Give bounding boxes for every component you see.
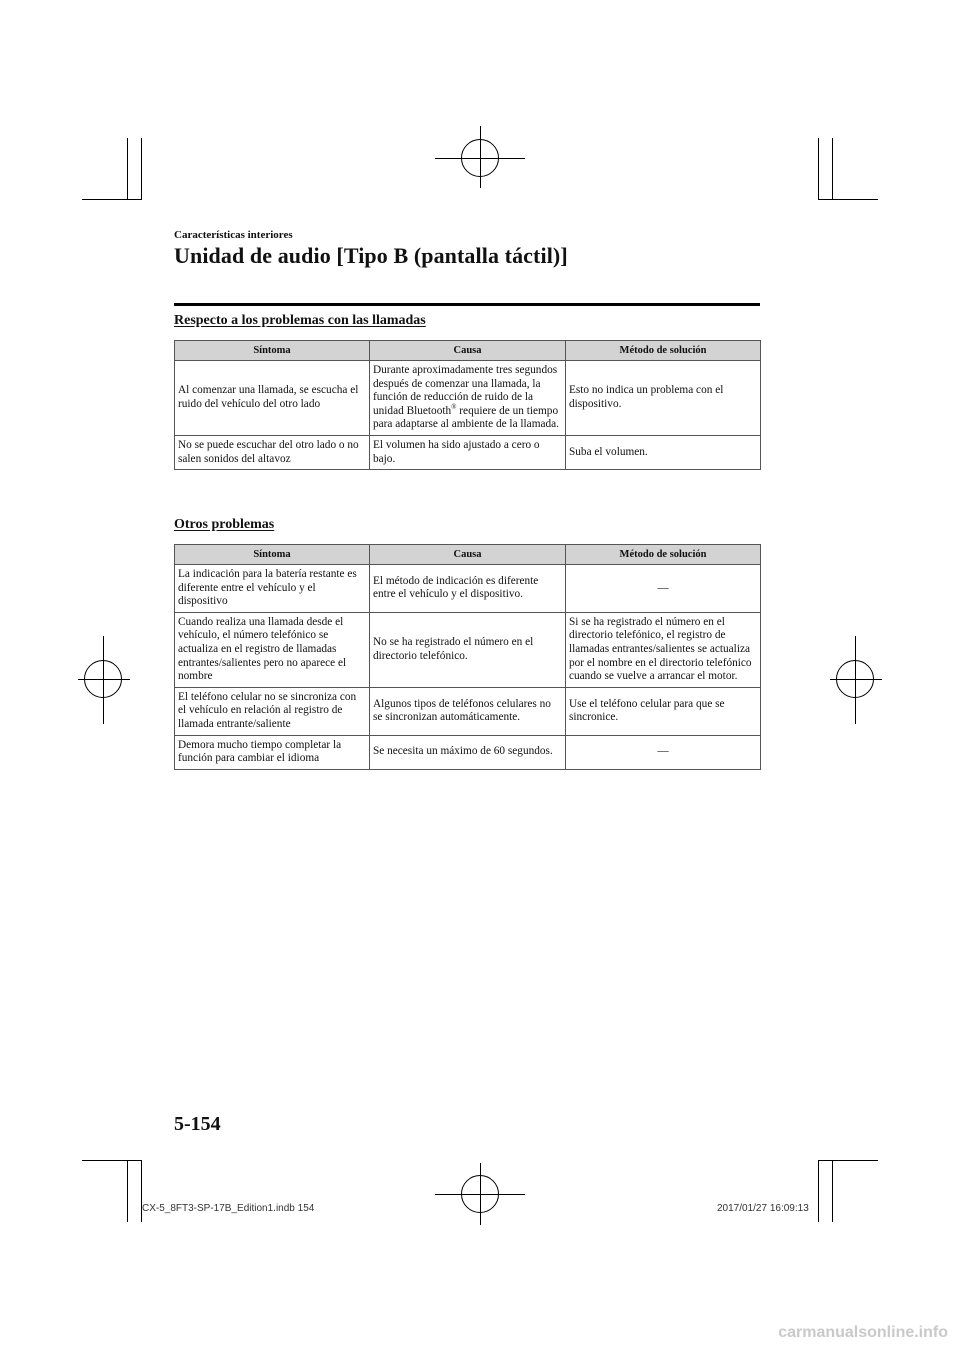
symptom-cell: Al comenzar una llamada, se escucha el ruido del vehículo del otro lado xyxy=(175,361,370,436)
table-row xyxy=(175,565,761,613)
cause-cell: Se necesita un máximo de 60 segundos. xyxy=(370,735,566,769)
symptom-cell: Demora mucho tiempo completar la función para cambiar el idioma xyxy=(175,735,370,769)
solution-cell: — xyxy=(566,565,761,613)
cause-cell: El volumen ha sido ajustado a cero o bajo. xyxy=(370,435,566,469)
print-file-name: CX-5_8FT3-SP-17B_Edition1.indb 154 xyxy=(142,1203,315,1214)
table-header-row xyxy=(175,341,761,361)
watermark[interactable]: carmanualsonline.info xyxy=(778,1324,948,1341)
cause-cell: Algunos tipos de teléfonos celulares no se sincronizan automáticamente. xyxy=(370,687,566,735)
column-header-cause: Causa xyxy=(370,341,566,361)
symptom-cell: El teléfono celular no se sincroniza con el vehículo en relación al registro de llamada entrante/saliente xyxy=(175,687,370,735)
symptom-cell: Cuando realiza una llamada desde el vehículo, el número telefónico se actualiza en el registro de llamadas entrantes/salientes pero no aparece el nombre xyxy=(175,612,370,687)
column-header-cause: Causa xyxy=(370,545,566,565)
calls-problems-table xyxy=(174,340,761,470)
solution-cell: Suba el volumen. xyxy=(566,435,761,469)
column-header-solution: Método de solución xyxy=(566,341,761,361)
section-heading-other: Otros problemas xyxy=(174,517,275,532)
cause-cell: No se ha registrado el número en el directorio telefónico. xyxy=(370,612,566,687)
page-number: 5-154 xyxy=(174,1113,221,1135)
solution-cell: Use el teléfono celular para que se sincronice. xyxy=(566,687,761,735)
column-header-symptom: Síntoma xyxy=(175,545,370,565)
other-problems-table xyxy=(174,544,761,770)
cause-cell xyxy=(370,361,566,436)
cause-cell: El método de indicación es diferente entre el vehículo y el dispositivo. xyxy=(370,565,566,613)
registered-mark: ® xyxy=(451,403,457,412)
page-title: Unidad de audio [Tipo B (pantalla táctil)] xyxy=(174,243,568,268)
table-row xyxy=(175,612,761,687)
solution-cell: Si se ha registrado el número en el directorio telefónico, el registro de llamadas entrantes/salientes se actualiza por el nombre en el directorio telefónico cuando se vuelve a arrancar el motor. xyxy=(566,612,761,687)
column-header-solution: Método de solución xyxy=(566,545,761,565)
print-timestamp: 2017/01/27 16:09:13 xyxy=(717,1203,809,1214)
table-row xyxy=(175,435,761,469)
solution-cell: — xyxy=(566,735,761,769)
table-row xyxy=(175,687,761,735)
cause-text-end: requiere de un tiempo para adaptarse al ambiente de la llamada. xyxy=(373,404,559,431)
title-rule xyxy=(174,303,760,306)
section-label: Características interiores xyxy=(174,229,293,241)
symptom-cell: La indicación para la batería restante es diferente entre el vehículo y el dispositivo xyxy=(175,565,370,613)
solution-cell: Esto no indica un problema con el dispositivo. xyxy=(566,361,761,436)
table-row xyxy=(175,361,761,436)
table-header-row xyxy=(175,545,761,565)
column-header-symptom: Síntoma xyxy=(175,341,370,361)
section-heading-calls: Respecto a los problemas con las llamadas xyxy=(174,313,426,328)
cause-text: Durante aproximadamente tres segundos después de comenzar una llamada, la función de reducción de ruido de la unidad Bluetooth xyxy=(373,364,558,417)
symptom-cell: No se puede escuchar del otro lado o no salen sonidos del altavoz xyxy=(175,435,370,469)
table-row xyxy=(175,735,761,769)
